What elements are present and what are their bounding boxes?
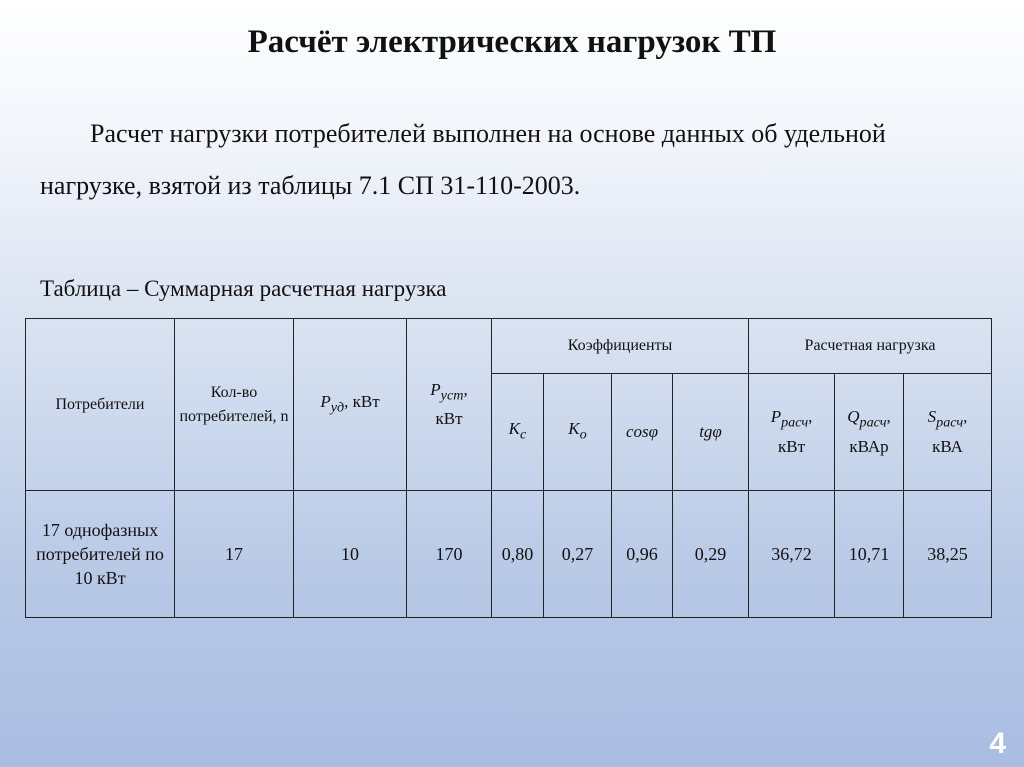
load-table bbox=[25, 318, 992, 618]
cell-p-calc: 36,72 bbox=[749, 491, 835, 618]
paragraph-line-1: Расчет нагрузки потребителей выполнен на основе данных об удельной bbox=[90, 119, 886, 148]
header-p-ust: $P_{уст}$, кВт bbox=[407, 319, 492, 491]
header-consumers: Потребители bbox=[26, 319, 175, 491]
cell-cos: 0,96 bbox=[612, 491, 673, 618]
header-design-load: Расчетная нагрузка bbox=[749, 319, 992, 374]
cell-p-ud: 10 bbox=[294, 491, 407, 618]
header-coefficients: Коэффициенты bbox=[492, 319, 749, 374]
header-tg: tgφ bbox=[673, 374, 749, 491]
table-row bbox=[26, 491, 992, 618]
cell-count: 17 bbox=[175, 491, 294, 618]
header-ko: $K_о$ bbox=[544, 374, 612, 491]
slide-title: Расчёт электрических нагрузок ТП bbox=[247, 24, 777, 60]
cell-consumers: 17 однофазных потребителей по 10 кВт bbox=[26, 491, 175, 618]
cell-ko: 0,27 bbox=[544, 491, 612, 618]
cell-kc: 0,80 bbox=[492, 491, 544, 618]
cell-tg: 0,29 bbox=[673, 491, 749, 618]
header-p-ud: $P_{уд}$, кВт bbox=[294, 319, 407, 491]
cell-s-calc: 38,25 bbox=[904, 491, 992, 618]
header-kc: $K_с$ bbox=[492, 374, 544, 491]
header-p-calc: $P_{расч}$, кВт bbox=[749, 374, 835, 491]
table-header-row-1 bbox=[26, 319, 992, 374]
header-q-calc: $Q_{расч}$, кВАр bbox=[835, 374, 904, 491]
page-number: 4 bbox=[989, 727, 1006, 760]
header-count: Кол-во потребителей, n bbox=[175, 319, 294, 491]
intro-paragraph bbox=[40, 108, 980, 212]
cell-p-ust: 170 bbox=[407, 491, 492, 618]
table-caption: Таблица – Суммарная расчетная нагрузка bbox=[40, 276, 447, 301]
cell-q-calc: 10,71 bbox=[835, 491, 904, 618]
paragraph-line-2: нагрузке, взятой из таблицы 7.1 СП 31-110-2003. bbox=[40, 171, 581, 200]
header-s-calc: $S_{расч}$, кВА bbox=[904, 374, 992, 491]
header-cos: cosφ bbox=[612, 374, 673, 491]
